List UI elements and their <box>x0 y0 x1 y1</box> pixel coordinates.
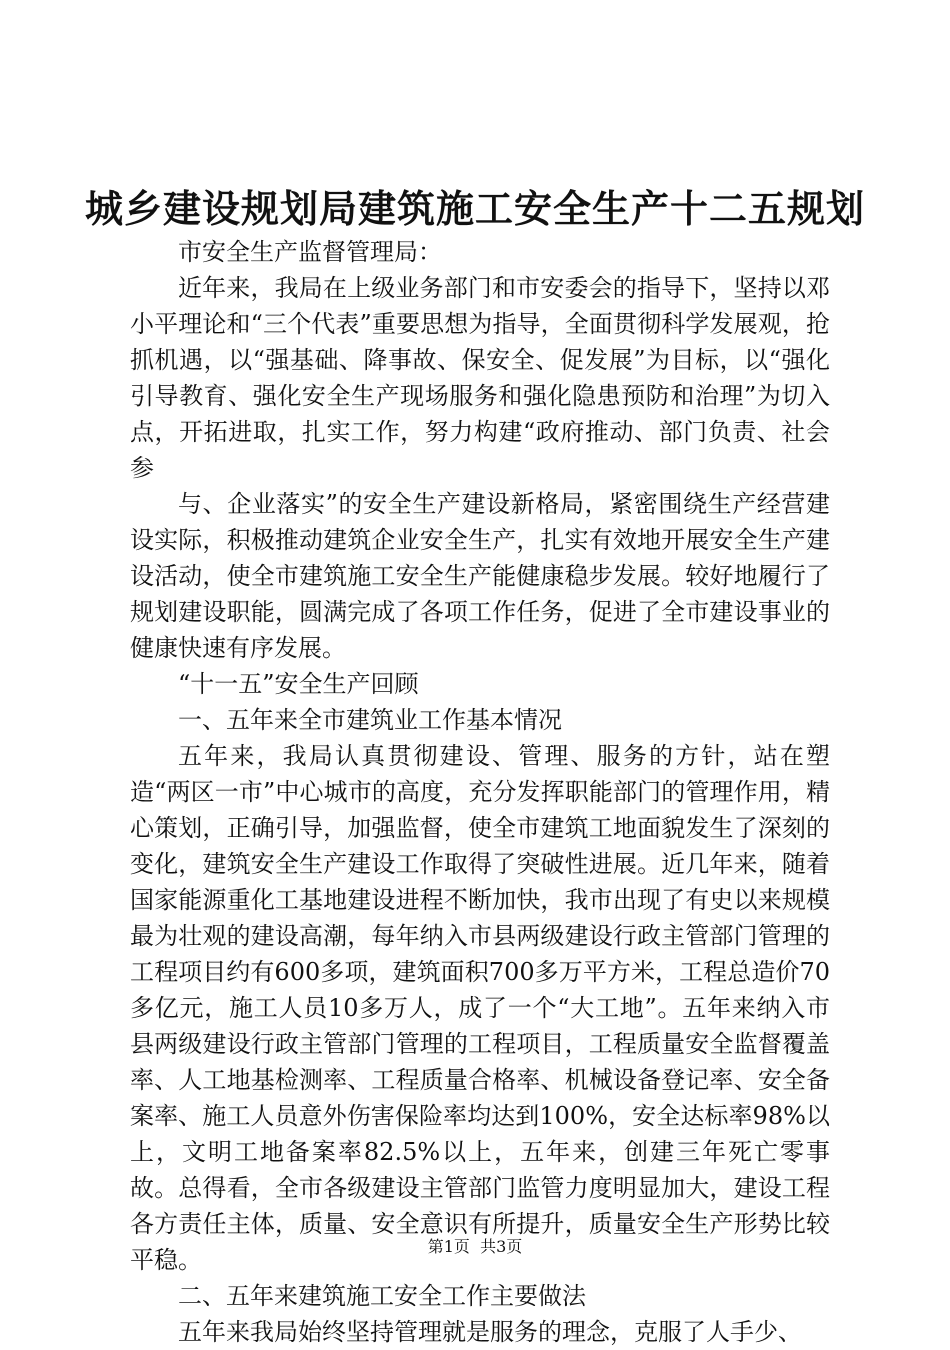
section-heading: 一、五年来全市建筑业工作基本情况 <box>178 706 562 734</box>
section-heading: 二、五年来建筑施工安全工作主要做法 <box>178 1282 586 1310</box>
page-number-footer: 第1页 共3页 <box>427 1237 523 1256</box>
section-heading: “十一五”安全生产回顾 <box>178 670 419 698</box>
body-paragraph: 五年来我局始终坚持管理就是服务的理念，克服了人手少、 <box>178 1318 802 1346</box>
body-paragraph: 与、企业落实”的安全生产建设新格局，紧密围绕生产经营建设实际，积极推动建筑企业安全生产，扎实有效地开展安全生产建设活动，使全市建筑施工安全生产能健康稳步发展。较好地履行了规划建设职能，圆满完成了各项工作任务，促进了全市建设事业的健康快速有序发展。 <box>130 490 830 662</box>
body-paragraph: 近年来，我局在上级业务部门和市安委会的指导下，坚持以邓小平理论和“三个代表”重要思想为指导，全面贯彻科学发展观，抢抓机遇，以“强基础、降事故、保安全、促发展”为目标，以“强化引导教育、强化安全生产现场服务和强化隐患预防和治理”为切入点，开拓进取，扎实工作，努力构建“政府推动、部门负责、社会参 <box>130 274 830 482</box>
document-title: 城乡建设规划局建筑施工安全生产十二五规划 <box>84 187 865 231</box>
body-paragraph: 五年来，我局认真贯彻建设、管理、服务的方针，站在塑造“两区一市”中心城市的高度，充分发挥职能部门的管理作用，精心策划，正确引导，加强监督，使全市建筑工地面貌发生了深刻的变化，建筑安全生产建设工作取得了突破性进展。近几年来，随着国家能源重化工基地建设进程不断加快，我市出现了有史以来规模最为壮观的建设高潮，每年纳入市县两级建设行政主管部门管理的工程项目约有600多项，建筑面积700多万平方米，工程总造价70多亿元，施工人员10多万人，成了一个“大工地”。五年来纳入市县两级建设行政主管部门管理的工程项目，工程质量安全监督覆盖率、人工地基检测率、工程质量合格率、机械设备登记率、安全备案率、施工人员意外伤害保险率均达到100%，安全达标率98%以上，文明工地备案率82.5%以上，五年来，创建三年死亡零事故。总得看，全市各级建设主管部门监管力度明显加大，建设工程各方责任主体，质量、安全意识有所提升，质量安全生产形势比较平稳。 <box>130 742 830 1274</box>
document-body <box>130 234 830 1350</box>
salutation-paragraph: 市安全生产监督管理局： <box>178 238 442 266</box>
